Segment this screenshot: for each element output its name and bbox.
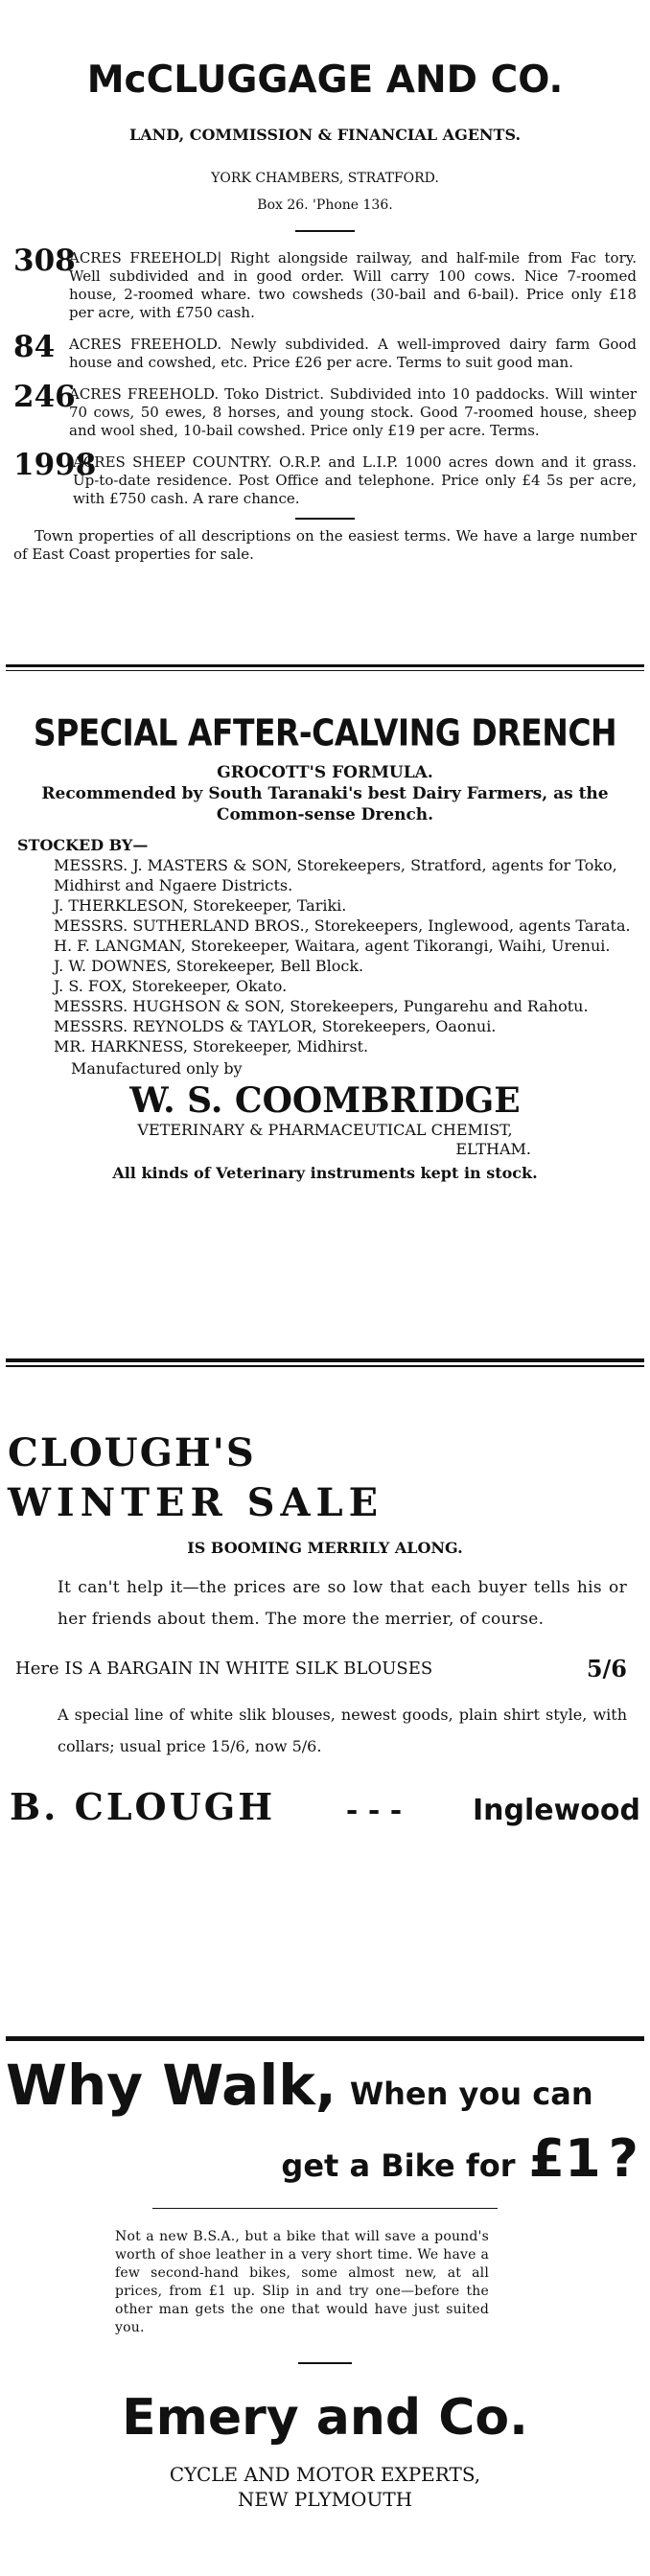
clough-town: Inglewood — [472, 1794, 640, 1827]
clough-booming: IS BOOMING MERRILY ALONG. — [187, 1539, 463, 1557]
stockist-list — [54, 855, 633, 1056]
listing-308 — [13, 244, 637, 322]
drench-headline: SPECIAL AFTER-CALVING DRENCH — [33, 711, 617, 754]
listing-number: 1998 — [13, 448, 97, 482]
stockist-item: MESSRS. J. MASTERS & SON, Storekeepers, Stratford, agents for Toko, Midhirst and Ngaere Districts. — [54, 856, 617, 894]
bike-line — [0, 2128, 638, 2189]
stockist-item: J. S. FOX, Storekeeper, Okato. — [54, 977, 288, 995]
listing-text: ACRES FREEHOLD. Newly subdivided. A well-improved dairy farm Good house and cowshed, etc. Price £26 per acre. Terms to suit good man. — [69, 336, 637, 371]
maker-town: ELTHAM. — [455, 1140, 531, 1158]
bike-price: £1 — [528, 2128, 601, 2189]
clough-signature — [10, 1785, 640, 1828]
stockist-item: MR. HARKNESS, Storekeeper, Midhirst. — [54, 1037, 369, 1056]
listing-text: ACRES SHEEP COUNTRY. O.R.P. and L.I.P. 1000 acres down and it grass. Up-to-date residence. Post Office and telephone. Price only £4 5s per acre, with £750 cash. A rare chance. — [73, 453, 637, 507]
firm-tagline: LAND, COMMISSION & FINANCIAL AGENTS. — [128, 126, 522, 144]
mccluggage-ad — [0, 0, 650, 564]
stockist-item: MESSRS. HUGHSON & SON, Storekeepers, Pungarehu and Rahotu. — [54, 997, 589, 1015]
listing-number: 308 — [13, 244, 76, 278]
stockist-item: J. THERKLESON, Storekeeper, Tariki. — [54, 896, 347, 915]
listing-number: 246 — [13, 380, 76, 414]
short-rule — [298, 2362, 352, 2364]
stockist-item: MESSRS. SUTHERLAND BROS., Storekeepers, Inglewood, agents Tarata. — [54, 917, 631, 935]
column-rule — [6, 2036, 644, 2041]
when-you-can: When you can — [349, 2076, 593, 2112]
stocked-by: STOCKED BY— — [17, 836, 149, 854]
emery-experts: CYCLE AND MOTOR EXPERTS, — [169, 2463, 481, 2486]
clough-bargain — [15, 1657, 627, 1682]
clough-title-2: WINTER SALE — [8, 1480, 384, 1525]
get-a-bike: get a Bike for — [281, 2147, 516, 2184]
listing-text: ACRES FREEHOLD| Right alongside railway, and half-mile from Fac tory. Well subdivided and in good order. Will carry 100 cows. Nice 7-roomed house, 2-roomed whare. two cowsheds (30-bail and 6-bail). Price only £18 per acre, with £750 cash. — [69, 249, 637, 321]
question-mark: ? — [608, 2128, 638, 2189]
instruments-note: All kinds of Veterinary instruments kept in stock. — [112, 1164, 538, 1182]
bargain-price: 5/6 — [586, 1655, 627, 1683]
maker-name: W. S. COOMBRIDGE — [129, 1080, 521, 1121]
clough-dashes: - - - — [345, 1794, 403, 1827]
listing-number: 84 — [13, 330, 56, 364]
emery-body: Not a new B.S.A., but a bike that will save a pound's worth of shoe leather in a very short time. We have a few second-hand bikes, some almost new, at all prices, from £1 up. Slip in and try one—before the other man gets the one that would have just suited you. — [115, 2229, 489, 2335]
ad1-footer: Town properties of all descriptions on the easiest terms. We have a large number of East Coast properties for sale. — [13, 527, 637, 563]
firm-name: McCLUGGAGE AND CO. — [86, 58, 564, 102]
firm-address: YORK CHAMBERS, STRATFORD. — [211, 171, 439, 186]
clough-title-1: CLOUGH'S — [8, 1430, 256, 1475]
clough-shop: B. CLOUGH — [10, 1785, 276, 1828]
listing-246 — [13, 380, 637, 440]
stockist-item: MESSRS. REYNOLDS & TAYLOR, Storekeepers, Oaonui. — [54, 1017, 497, 1035]
listing-1998 — [13, 448, 637, 508]
column-rule — [6, 1358, 644, 1367]
manufactured-by: Manufactured only by — [71, 1059, 243, 1078]
maker-title: VETERINARY & PHARMACEUTICAL CHEMIST, — [137, 1121, 513, 1139]
listing-text: ACRES FREEHOLD. Toko District. Subdivided into 10 paddocks. Will winter 70 cows, 50 ewes, 8 horses, and young stock. Good 7-roomed house, sheep and wool shed, 10-bail cowshed. Price only £19 per acre. Terms. — [69, 385, 637, 439]
bargain-label: Here IS A BARGAIN IN WHITE SILK BLOUSES — [15, 1659, 433, 1679]
why-walk-line — [6, 2052, 650, 2119]
emery-firm: Emery and Co. — [122, 2389, 528, 2447]
clough-body: It can't help it—the prices are so low that each buyer tells his or her friends about them. The more the merrier, of course. — [58, 1578, 627, 1629]
drench-ad — [0, 711, 650, 1183]
short-rule — [295, 230, 355, 232]
short-rule — [295, 518, 355, 520]
drench-formula: GROCOTT'S FORMULA. — [217, 763, 433, 782]
firm-contact: Box 26. 'Phone 136. — [257, 197, 393, 213]
clough-detail: A special line of white slik blouses, newest goods, plain shirt style, with collars; usual price 15/6, now 5/6. — [58, 1706, 627, 1755]
stockist-item: J. W. DOWNES, Storekeeper, Bell Block. — [54, 957, 364, 975]
short-rule — [152, 2208, 498, 2209]
clough-ad — [0, 1428, 650, 1828]
emery-ad — [0, 2052, 650, 2512]
emery-town: NEW PLYMOUTH — [237, 2488, 413, 2511]
listing-84 — [13, 330, 637, 372]
stockist-item: H. F. LANGMAN, Storekeeper, Waitara, agent Tikorangi, Waihi, Urenui. — [54, 937, 611, 955]
column-rule — [6, 664, 644, 671]
why-walk: Why Walk, — [6, 2053, 337, 2118]
drench-recommend: Recommended by South Taranaki's best Dairy Farmers, as the Common-sense Drench. — [41, 784, 609, 824]
